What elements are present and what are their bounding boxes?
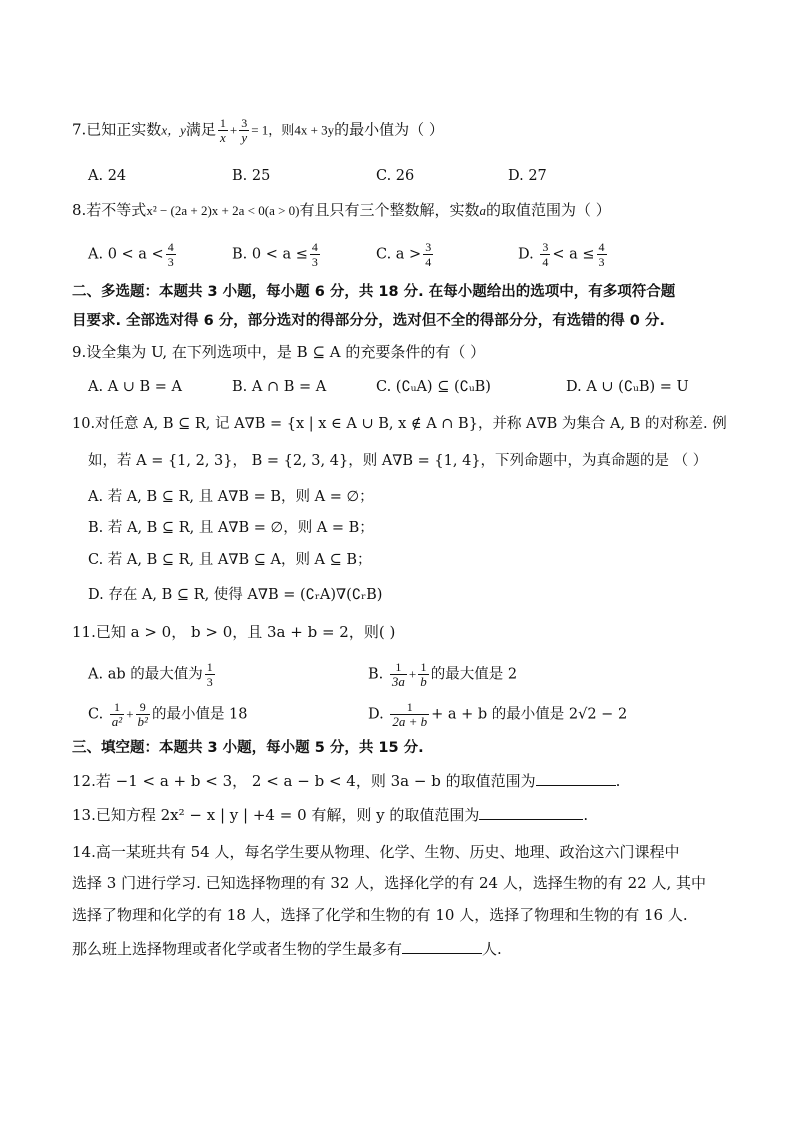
q7-eq: = 1，则 [251, 122, 295, 138]
q7-option-b: B. 25 [232, 168, 271, 184]
q8-option-d: D. $\frac{3}{4}$ < a ≤ $\frac{4}{3}$ [518, 240, 605, 269]
q8-inequality: x² − (2a + 2)x + 2a < 0(a > 0) [146, 203, 300, 218]
q9-option-b: B. A ∩ B = A [232, 379, 327, 395]
q11-option-d: D. $\frac{1}{2a + b}$ + a + b 的最小值是 2√2 − 2 [368, 700, 628, 729]
q10-option-b: B. 若 A, B ⊆ R, 且 A∇B = ∅，则 A = B； [88, 520, 374, 536]
q8-option-a: A. 0 < a < $\frac{4}{3}$ [88, 240, 174, 269]
q8-option-c: C. a > $\frac{3}{4}$ [376, 240, 432, 269]
q8-stem: 8.若不等式x² − (2a + 2)x + 2a < 0(a > 0)有且只有三个整数解，实数a的取值范围为（ ） [72, 201, 611, 219]
q13-stem: 13.已知方程 2x² − x | y | +4 = 0 有解，则 y 的取值范围为 . [72, 803, 588, 826]
q7-option-d: D. 27 [508, 168, 547, 184]
q11-option-b: B. $\frac{1}{3a}$ + $\frac{1}{b}$ 的最大值是 2 [368, 660, 518, 689]
q7-tail: 的最小值为（ ） [334, 120, 444, 139]
q14-answer-blank[interactable] [402, 937, 482, 954]
q7-frac2: $\frac{3}{y}$ [241, 116, 248, 145]
q11-option-c: C. $\frac{1}{\text{a²}}$ + $\frac{9}{\text{b²}}$ 的最小值是 18 [88, 700, 248, 729]
q10-stem-line2: 如，若 A = {1, 2, 3}， B = {2, 3, 4}，则 A∇B = {1, 4}，下列命题中，为真命题的是 （ ） [88, 453, 708, 469]
q7-option-c: C. 26 [376, 168, 415, 184]
q9-option-d: D. A ∪ (∁ᵤB) = U [566, 379, 689, 395]
q13-answer-blank[interactable] [479, 803, 583, 820]
q7-lead: 7.已知正实数 [72, 120, 162, 139]
q10-stem-line1: 10.对任意 A, B ⊆ R, 记 A∇B = {x | x ∈ A ∪ B, x ∉ A ∩ B}，并称 A∇B 为集合 A, B 的对称差. 例 [72, 416, 727, 432]
q14-line4: 那么班上选择物理或者化学或者生物的学生最多有 人. [72, 937, 502, 960]
q7-stem: 7.已知正实数x，y满足 $\frac{1}{x}$ + $\frac{3}{y}$ = 1，则4x + 3y的最小值为（ ） [72, 116, 444, 145]
q14-line1: 14.高一某班共有 54 人，每名学生要从物理、化学、生物、历史、地理、政治这六门课程中 [72, 843, 680, 861]
q7-frac1: $\frac{1}{x}$ [219, 116, 226, 145]
q10-option-a: A. 若 A, B ⊆ R, 且 A∇B = B，则 A = ∅； [88, 489, 374, 505]
q11-stem: 11.已知 a > 0， b > 0，且 3a + b = 2，则( ) [72, 623, 396, 641]
q8-option-b: B. 0 < a ≤ $\frac{4}{3}$ [232, 240, 318, 269]
q7-mid: 满足 [185, 120, 216, 139]
section3-heading: 三、填空题：本题共 3 小题，每小题 5 分，共 15 分. [72, 740, 424, 756]
q14-line3: 选择了物理和化学的有 18 人，选择了化学和生物的有 10 人，选择了物理和生物的有 16 人. [72, 906, 688, 924]
q7-vars: x，y [161, 122, 186, 138]
q14-line2: 选择 3 门进行学习. 已知选择物理的有 32 人，选择化学的有 24 人，选择生物的有 22 人, 其中 [72, 874, 707, 892]
q11-option-a: A. ab 的最大值为 $\frac{1}{3}$ [88, 660, 213, 689]
q7-expr: 4x + 3y [294, 122, 335, 138]
section2-heading-line1: 二、多选题：本题共 3 小题，每小题 6 分，共 18 分. 在每小题给出的选项中，有多项符合题 [72, 284, 676, 300]
q12-answer-blank[interactable] [536, 769, 616, 786]
q10-option-c: C. 若 A, B ⊆ R, 且 A∇B ⊆ A，则 A ⊆ B； [88, 552, 372, 568]
section2-heading-line2: 目要求. 全部选对得 6 分，部分选对的得部分分，选对但不全的得部分分，有选错的得 0 分. [72, 313, 665, 329]
q12-stem: 12.若 −1 < a + b < 3， 2 < a − b < 4，则 3a − b 的取值范围为 . [72, 769, 620, 792]
q10-option-d: D. 存在 A, B ⊆ R, 使得 A∇B = (∁ᵣA)∇(∁ᵣB) [88, 587, 383, 603]
q9-option-a: A. A ∪ B = A [88, 379, 183, 395]
q9-option-c: C. (∁ᵤA) ⊆ (∁ᵤB) [376, 379, 491, 395]
q7-option-a: A. 24 [88, 168, 127, 184]
q9-stem: 9.设全集为 U, 在下列选项中，是 B ⊆ A 的充要条件的有（ ） [72, 343, 486, 361]
